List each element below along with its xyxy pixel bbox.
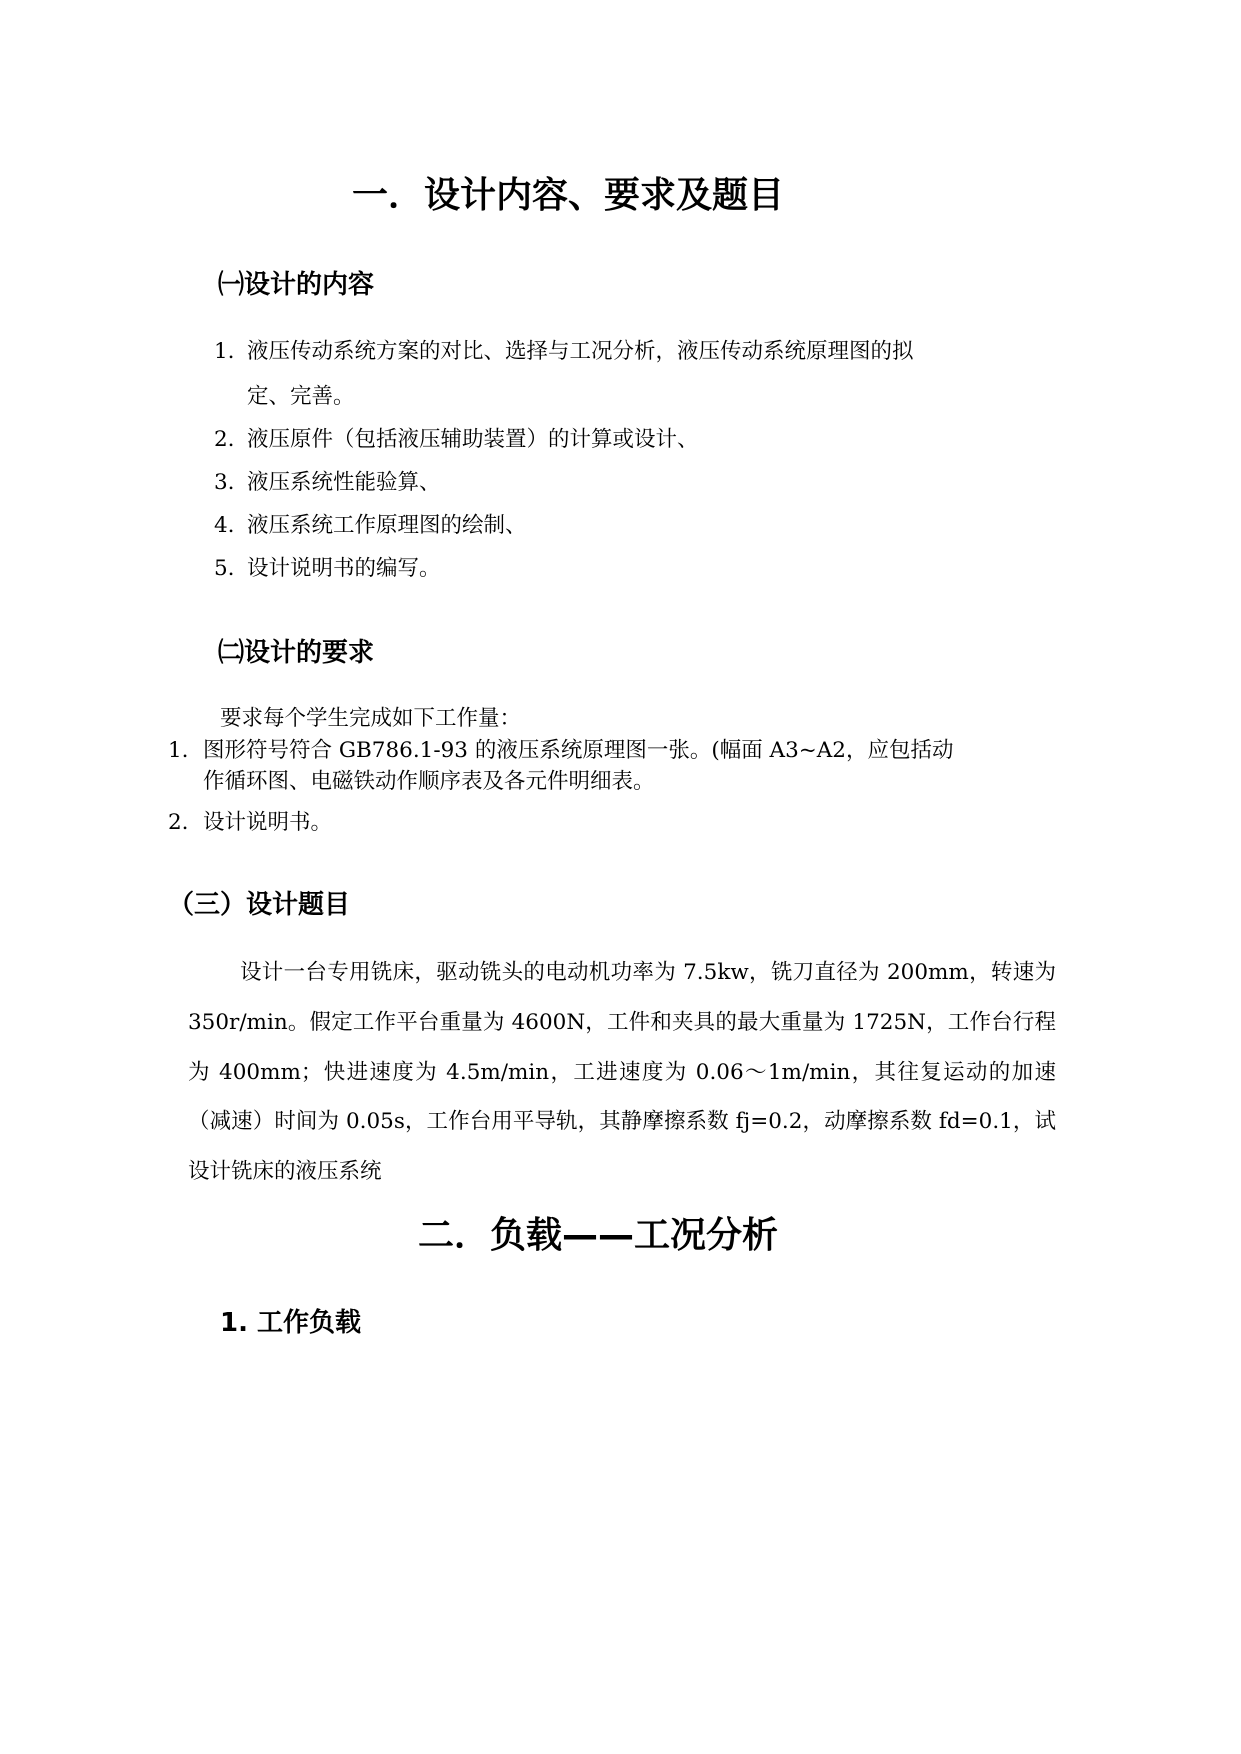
list-number: 5. (214, 556, 235, 581)
list-item-text: 液压传动系统方案的对比、选择与工况分析，液压传动系统原理图的拟 (247, 339, 914, 364)
list-item-text: 液压系统性能验算、 (247, 470, 441, 495)
list-number: 2. (168, 810, 189, 835)
list-item-text-continued: 定、完善。 (247, 384, 355, 409)
list-number: 1. (168, 738, 189, 763)
list-number: 3. (214, 470, 235, 495)
list-item (214, 337, 235, 367)
list-item-text: 设计说明书。 (203, 810, 333, 835)
list-number: 4. (214, 513, 235, 538)
list-item-text: 液压系统工作原理图的绘制、 (247, 513, 527, 538)
list-item-text: 液压原件（包括液压辅助装置）的计算或设计、 (247, 427, 699, 452)
page-title: 一．设计内容、要求及题目 (352, 175, 785, 216)
topic-paragraph: 设计一台专用铣床，驱动铣头的电动机功率为 7.5kw，铣刀直径为 200mm，转速为 350r/min。假定工作平台重量为 4600N，工件和夹具的最大重量为 1725N，工作台行程为 400mm；快进速度为 4.5m/min，工进速度为 0.06～1m/min，其往复运动的加速（减速）时间为 0.05s，工作台用平导轨，其静摩擦系数 fj=0.2，动摩擦系数 fd=0.1，试设计铣床的液压系统 (188, 960, 1056, 1185)
list-number: 2. (214, 427, 235, 452)
section-title: 二．负载——工况分析 (418, 1215, 779, 1256)
list-number: 1. (214, 339, 235, 364)
requirements-intro: 要求每个学生完成如下工作量： (220, 706, 522, 731)
section-heading-content: ㈠设计的内容 (218, 270, 375, 300)
section-heading-work-load: 1. 工作负载 (220, 1308, 362, 1338)
section-heading-topic: （三）设计题目 (168, 890, 351, 920)
list-item-text-continued: 作循环图、电磁铁动作顺序表及各元件明细表。 (203, 769, 655, 794)
list-item-text: 图形符号符合 GB786.1-93 的液压系统原理图一张。(幅面 A3~A2，应包括动 (203, 738, 954, 763)
list-item-text: 设计说明书的编写。 (247, 556, 441, 581)
section-heading-requirements: ㈡设计的要求 (218, 638, 375, 668)
